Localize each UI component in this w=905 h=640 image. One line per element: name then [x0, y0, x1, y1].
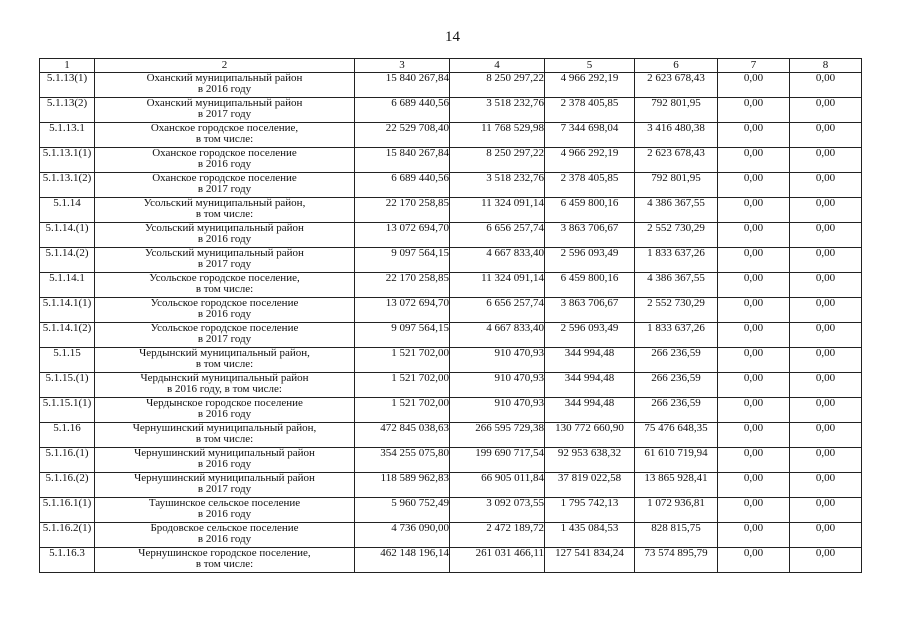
amount-cell: 13 072 694,70 [355, 298, 450, 323]
row-name-cell: Оханское городское поселение в 2017 году [95, 173, 355, 198]
row-code-cell: 5.1.16.1(1) [40, 498, 95, 523]
row-name-cell: Оханский муниципальный район в 2016 году [95, 73, 355, 98]
row-name-cell: Усольское городское поселение в 2016 году [95, 298, 355, 323]
amount-cell: 22 170 258,85 [355, 198, 450, 223]
amount-cell: 3 416 480,38 [635, 123, 718, 148]
table-row [40, 198, 862, 223]
amount-cell: 4 667 833,40 [450, 323, 545, 348]
amount-cell: 0,00 [790, 448, 862, 473]
amount-cell: 1 521 702,00 [355, 348, 450, 373]
amount-cell: 1 795 742,13 [545, 498, 635, 523]
amount-cell: 0,00 [790, 498, 862, 523]
amount-cell: 0,00 [790, 423, 862, 448]
row-name-cell: Чернушинский муниципальный район в 2016 году [95, 448, 355, 473]
amount-cell: 130 772 660,90 [545, 423, 635, 448]
column-header: 5 [545, 59, 635, 73]
table-row [40, 123, 862, 148]
budget-table [39, 58, 862, 573]
amount-cell: 0,00 [790, 73, 862, 98]
row-code-cell: 5.1.15.(1) [40, 373, 95, 398]
amount-cell: 0,00 [790, 148, 862, 173]
table-row [40, 423, 862, 448]
amount-cell: 266 236,59 [635, 398, 718, 423]
amount-cell: 3 863 706,67 [545, 298, 635, 323]
row-name-cell: Усольский муниципальный район, в том числе: [95, 198, 355, 223]
table-row [40, 348, 862, 373]
amount-cell: 2 378 405,85 [545, 98, 635, 123]
column-header: 3 [355, 59, 450, 73]
amount-cell: 4 966 292,19 [545, 148, 635, 173]
row-code-cell: 5.1.16.(2) [40, 473, 95, 498]
table-row [40, 448, 862, 473]
amount-cell: 0,00 [790, 523, 862, 548]
row-code-cell: 5.1.13.1 [40, 123, 95, 148]
row-code-cell: 5.1.13(2) [40, 98, 95, 123]
row-code-cell: 5.1.13(1) [40, 73, 95, 98]
column-header: 7 [718, 59, 790, 73]
amount-cell: 266 236,59 [635, 373, 718, 398]
amount-cell: 1 521 702,00 [355, 373, 450, 398]
amount-cell: 0,00 [790, 98, 862, 123]
amount-cell: 344 994,48 [545, 373, 635, 398]
amount-cell: 0,00 [790, 223, 862, 248]
row-name-cell: Оханский муниципальный район в 2017 году [95, 98, 355, 123]
row-code-cell: 5.1.16.2(1) [40, 523, 95, 548]
amount-cell: 4 386 367,55 [635, 198, 718, 223]
amount-cell: 0,00 [718, 123, 790, 148]
amount-cell: 2 596 093,49 [545, 248, 635, 273]
amount-cell: 0,00 [790, 123, 862, 148]
row-name-cell: Усольское городское поселение, в том числе: [95, 273, 355, 298]
page-number: 14 [445, 29, 460, 45]
amount-cell: 462 148 196,14 [355, 548, 450, 573]
amount-cell: 266 236,59 [635, 348, 718, 373]
amount-cell: 6 656 257,74 [450, 223, 545, 248]
amount-cell: 11 324 091,14 [450, 273, 545, 298]
amount-cell: 0,00 [718, 248, 790, 273]
table-row [40, 398, 862, 423]
row-code-cell: 5.1.16 [40, 423, 95, 448]
row-name-cell: Оханское городское поселение в 2016 году [95, 148, 355, 173]
amount-cell: 11 768 529,98 [450, 123, 545, 148]
amount-cell: 15 840 267,84 [355, 73, 450, 98]
amount-cell: 0,00 [790, 348, 862, 373]
amount-cell: 0,00 [790, 248, 862, 273]
amount-cell: 92 953 638,32 [545, 448, 635, 473]
amount-cell: 0,00 [790, 198, 862, 223]
amount-cell: 2 623 678,43 [635, 73, 718, 98]
amount-cell: 0,00 [790, 473, 862, 498]
amount-cell: 75 476 648,35 [635, 423, 718, 448]
amount-cell: 1 833 637,26 [635, 323, 718, 348]
amount-cell: 0,00 [718, 148, 790, 173]
amount-cell: 0,00 [718, 398, 790, 423]
amount-cell: 37 819 022,58 [545, 473, 635, 498]
column-header: 2 [95, 59, 355, 73]
amount-cell: 0,00 [718, 498, 790, 523]
amount-cell: 2 378 405,85 [545, 173, 635, 198]
row-name-cell: Усольский муниципальный район в 2017 году [95, 248, 355, 273]
row-code-cell: 5.1.13.1(2) [40, 173, 95, 198]
amount-cell: 1 072 936,81 [635, 498, 718, 523]
row-code-cell: 5.1.14.(1) [40, 223, 95, 248]
amount-cell: 6 689 440,56 [355, 173, 450, 198]
amount-cell: 0,00 [790, 298, 862, 323]
table-row [40, 473, 862, 498]
amount-cell: 0,00 [790, 273, 862, 298]
row-name-cell: Чердынский муниципальный район в 2016 году, в том числе: [95, 373, 355, 398]
amount-cell: 4 386 367,55 [635, 273, 718, 298]
table-row [40, 223, 862, 248]
amount-cell: 22 170 258,85 [355, 273, 450, 298]
amount-cell: 0,00 [718, 223, 790, 248]
table-row [40, 73, 862, 98]
amount-cell: 8 250 297,22 [450, 73, 545, 98]
amount-cell: 0,00 [718, 473, 790, 498]
row-name-cell: Бродовское сельское поселение в 2016 году [95, 523, 355, 548]
amount-cell: 3 863 706,67 [545, 223, 635, 248]
column-header: 1 [40, 59, 95, 73]
amount-cell: 6 459 800,16 [545, 273, 635, 298]
table-row [40, 148, 862, 173]
amount-cell: 6 689 440,56 [355, 98, 450, 123]
table-row [40, 173, 862, 198]
amount-cell: 13 865 928,41 [635, 473, 718, 498]
amount-cell: 3 092 073,55 [450, 498, 545, 523]
row-name-cell: Оханское городское поселение, в том числе: [95, 123, 355, 148]
amount-cell: 2 596 093,49 [545, 323, 635, 348]
header-row [40, 59, 862, 73]
amount-cell: 0,00 [790, 173, 862, 198]
amount-cell: 13 072 694,70 [355, 223, 450, 248]
row-code-cell: 5.1.14.(2) [40, 248, 95, 273]
amount-cell: 22 529 708,40 [355, 123, 450, 148]
amount-cell: 261 031 466,11 [450, 548, 545, 573]
row-code-cell: 5.1.14 [40, 198, 95, 223]
amount-cell: 344 994,48 [545, 348, 635, 373]
table-row [40, 273, 862, 298]
amount-cell: 15 840 267,84 [355, 148, 450, 173]
amount-cell: 910 470,93 [450, 348, 545, 373]
table-row [40, 298, 862, 323]
row-code-cell: 5.1.15.1(1) [40, 398, 95, 423]
amount-cell: 266 595 729,38 [450, 423, 545, 448]
row-name-cell: Чернушинский муниципальный район, в том числе: [95, 423, 355, 448]
row-code-cell: 5.1.14.1(1) [40, 298, 95, 323]
amount-cell: 0,00 [790, 398, 862, 423]
amount-cell: 0,00 [790, 323, 862, 348]
table-row [40, 373, 862, 398]
table-row [40, 548, 862, 573]
amount-cell: 2 472 189,72 [450, 523, 545, 548]
amount-cell: 11 324 091,14 [450, 198, 545, 223]
amount-cell: 4 736 090,00 [355, 523, 450, 548]
row-name-cell: Усольское городское поселение в 2017 году [95, 323, 355, 348]
table-row [40, 323, 862, 348]
table-body [40, 73, 862, 573]
amount-cell: 0,00 [718, 273, 790, 298]
amount-cell: 0,00 [718, 548, 790, 573]
amount-cell: 127 541 834,24 [545, 548, 635, 573]
table-row [40, 98, 862, 123]
amount-cell: 0,00 [718, 523, 790, 548]
amount-cell: 354 255 075,80 [355, 448, 450, 473]
amount-cell: 4 667 833,40 [450, 248, 545, 273]
amount-cell: 73 574 895,79 [635, 548, 718, 573]
column-header: 8 [790, 59, 862, 73]
amount-cell: 0,00 [718, 298, 790, 323]
amount-cell: 6 459 800,16 [545, 198, 635, 223]
row-name-cell: Чернушинский муниципальный район в 2017 году [95, 473, 355, 498]
amount-cell: 0,00 [718, 448, 790, 473]
amount-cell: 0,00 [718, 373, 790, 398]
amount-cell: 0,00 [718, 198, 790, 223]
amount-cell: 910 470,93 [450, 398, 545, 423]
column-header: 4 [450, 59, 545, 73]
amount-cell: 0,00 [718, 173, 790, 198]
amount-cell: 344 994,48 [545, 398, 635, 423]
amount-cell: 0,00 [718, 98, 790, 123]
row-code-cell: 5.1.16.(1) [40, 448, 95, 473]
amount-cell: 0,00 [790, 373, 862, 398]
row-code-cell: 5.1.14.1 [40, 273, 95, 298]
amount-cell: 8 250 297,22 [450, 148, 545, 173]
row-code-cell: 5.1.14.1(2) [40, 323, 95, 348]
row-name-cell: Чернушинское городское поселение, в том числе: [95, 548, 355, 573]
amount-cell: 0,00 [718, 423, 790, 448]
amount-cell: 472 845 038,63 [355, 423, 450, 448]
row-name-cell: Чердынский муниципальный район, в том числе: [95, 348, 355, 373]
table-row [40, 498, 862, 523]
amount-cell: 199 690 717,54 [450, 448, 545, 473]
amount-cell: 828 815,75 [635, 523, 718, 548]
amount-cell: 118 589 962,83 [355, 473, 450, 498]
amount-cell: 3 518 232,76 [450, 98, 545, 123]
table-row [40, 248, 862, 273]
amount-cell: 4 966 292,19 [545, 73, 635, 98]
amount-cell: 1 521 702,00 [355, 398, 450, 423]
amount-cell: 5 960 752,49 [355, 498, 450, 523]
amount-cell: 910 470,93 [450, 373, 545, 398]
amount-cell: 61 610 719,94 [635, 448, 718, 473]
amount-cell: 792 801,95 [635, 98, 718, 123]
row-name-cell: Чердынское городское поселение в 2016 году [95, 398, 355, 423]
amount-cell: 6 656 257,74 [450, 298, 545, 323]
amount-cell: 2 552 730,29 [635, 223, 718, 248]
amount-cell: 792 801,95 [635, 173, 718, 198]
amount-cell: 1 833 637,26 [635, 248, 718, 273]
amount-cell: 0,00 [790, 548, 862, 573]
column-header: 6 [635, 59, 718, 73]
amount-cell: 0,00 [718, 323, 790, 348]
amount-cell: 2 623 678,43 [635, 148, 718, 173]
amount-cell: 0,00 [718, 73, 790, 98]
row-name-cell: Таушинское сельское поселение в 2016 году [95, 498, 355, 523]
amount-cell: 1 435 084,53 [545, 523, 635, 548]
row-code-cell: 5.1.16.3 [40, 548, 95, 573]
amount-cell: 66 905 011,84 [450, 473, 545, 498]
row-name-cell: Усольский муниципальный район в 2016 году [95, 223, 355, 248]
amount-cell: 2 552 730,29 [635, 298, 718, 323]
row-code-cell: 5.1.15 [40, 348, 95, 373]
table-row [40, 523, 862, 548]
amount-cell: 9 097 564,15 [355, 248, 450, 273]
amount-cell: 7 344 698,04 [545, 123, 635, 148]
amount-cell: 0,00 [718, 348, 790, 373]
row-code-cell: 5.1.13.1(1) [40, 148, 95, 173]
amount-cell: 9 097 564,15 [355, 323, 450, 348]
amount-cell: 3 518 232,76 [450, 173, 545, 198]
